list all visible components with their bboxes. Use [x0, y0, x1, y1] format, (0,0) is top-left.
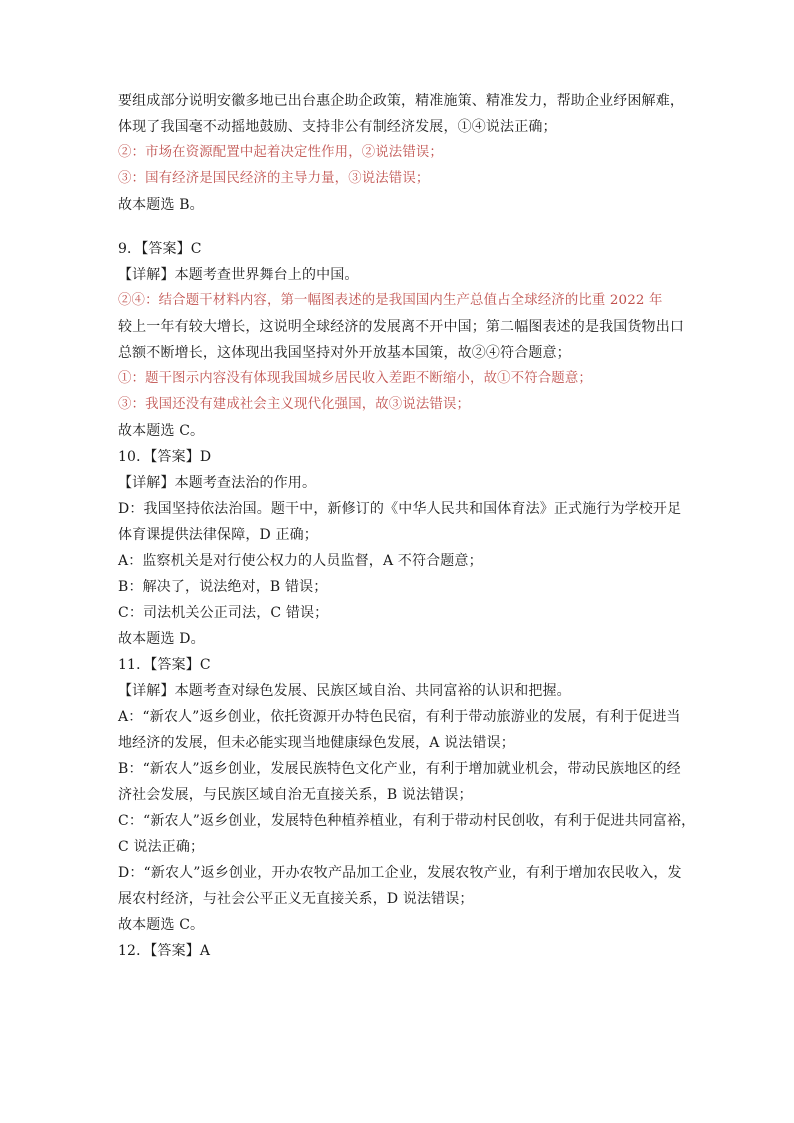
- text-line-red: ①：题干图示内容没有体现我国城乡居民收入差距不断缩小，故①不符合题意；: [118, 371, 592, 386]
- explanation-heading: 【详解】本题考查法治的作用。: [118, 475, 317, 491]
- text-line: 要组成部分说明安徽多地已出台惠企助企政策，精准施策、精准发力，帮助企业纾困解难，: [118, 93, 684, 109]
- conclusion-line: 故本题选 C。: [118, 423, 205, 439]
- answer-heading-9: 9．【答案】C: [118, 241, 202, 257]
- text-line-red: ②：市场在资源配置中起着决定性作用，②说法错误；: [118, 145, 443, 160]
- text-line: D：我国坚持依法治国。题干中，新修订的《中华人民共和国体育法》正式施行为学校开足: [118, 501, 682, 517]
- answer-heading-10: 10．【答案】D: [118, 449, 212, 465]
- text-line: 地经济的发展，但未必能实现当地健康绿色发展，A 说法错误；: [118, 735, 515, 751]
- text-line-red: ③：国有经济是国民经济的主导力量，③说法错误；: [118, 171, 430, 186]
- text-line: 总额不断增长，这体现出我国坚持对外开放基本国策，故②④符合题意；: [118, 345, 571, 361]
- conclusion-line: 故本题选 D。: [118, 631, 205, 647]
- text-line: 较上一年有较大增长，这说明全球经济的发展离不开中国；第二幅图表述的是我国货物出口: [118, 319, 684, 335]
- text-line: 展农村经济，与社会公平正义无直接关系，D 说法错误；: [118, 891, 474, 907]
- text-line-red: ③：我国还没有建成社会主义现代化强国，故③说法错误；: [118, 397, 471, 412]
- explanation-heading: 【详解】本题考查世界舞台上的中国。: [118, 267, 359, 283]
- text-line: B：解决了，说法绝对，B 错误；: [118, 579, 328, 595]
- text-line: 体现了我国毫不动摇地鼓励、支持非公有制经济发展，①④说法正确；: [118, 119, 557, 135]
- text-line: C 说法正确；: [118, 839, 205, 855]
- text-line: A：“新农人”返乡创业，依托资源开办特色民宿，有利于带动旅游业的发展，有利于促进当: [118, 709, 681, 725]
- text-line: 体育课提供法律保障，D 正确；: [118, 527, 318, 543]
- answer-heading-11: 11．【答案】C: [118, 657, 211, 673]
- text-line: B：“新农人”返乡创业，发展民族特色文化产业，有利于增加就业机会，带动民族地区的经: [118, 761, 681, 777]
- explanation-heading: 【详解】本题考查对绿色发展、民族区域自治、共同富裕的认识和把握。: [118, 683, 571, 699]
- text-line: D：“新农人”返乡创业，开办农牧产品加工企业，发展农牧产业，有利于增加农民收入，发: [118, 865, 682, 881]
- document-page: [118, 88, 696, 964]
- text-line-red: ②④：结合题干材料内容，第一幅图表述的是我国国内生产总值占全球经济的比重 2022 年: [118, 293, 663, 308]
- paragraph-gap: [118, 218, 686, 236]
- text-line: C：司法机关公正司法，C 错误；: [118, 605, 329, 621]
- conclusion-line: 故本题选 B。: [118, 197, 204, 213]
- text-line: A：监察机关是对行使公权力的人员监督，A 不符合题意；: [118, 553, 483, 569]
- conclusion-line: 故本题选 C。: [118, 917, 205, 933]
- answer-heading-12: 12．【答案】A: [118, 943, 211, 959]
- text-line: 济社会发展，与民族区域自治无直接关系，B 说法错误；: [118, 787, 473, 803]
- text-line: C：“新农人”返乡创业，发展特色种植养植业，有利于带动村民创收，有利于促进共同富裕，: [118, 813, 696, 829]
